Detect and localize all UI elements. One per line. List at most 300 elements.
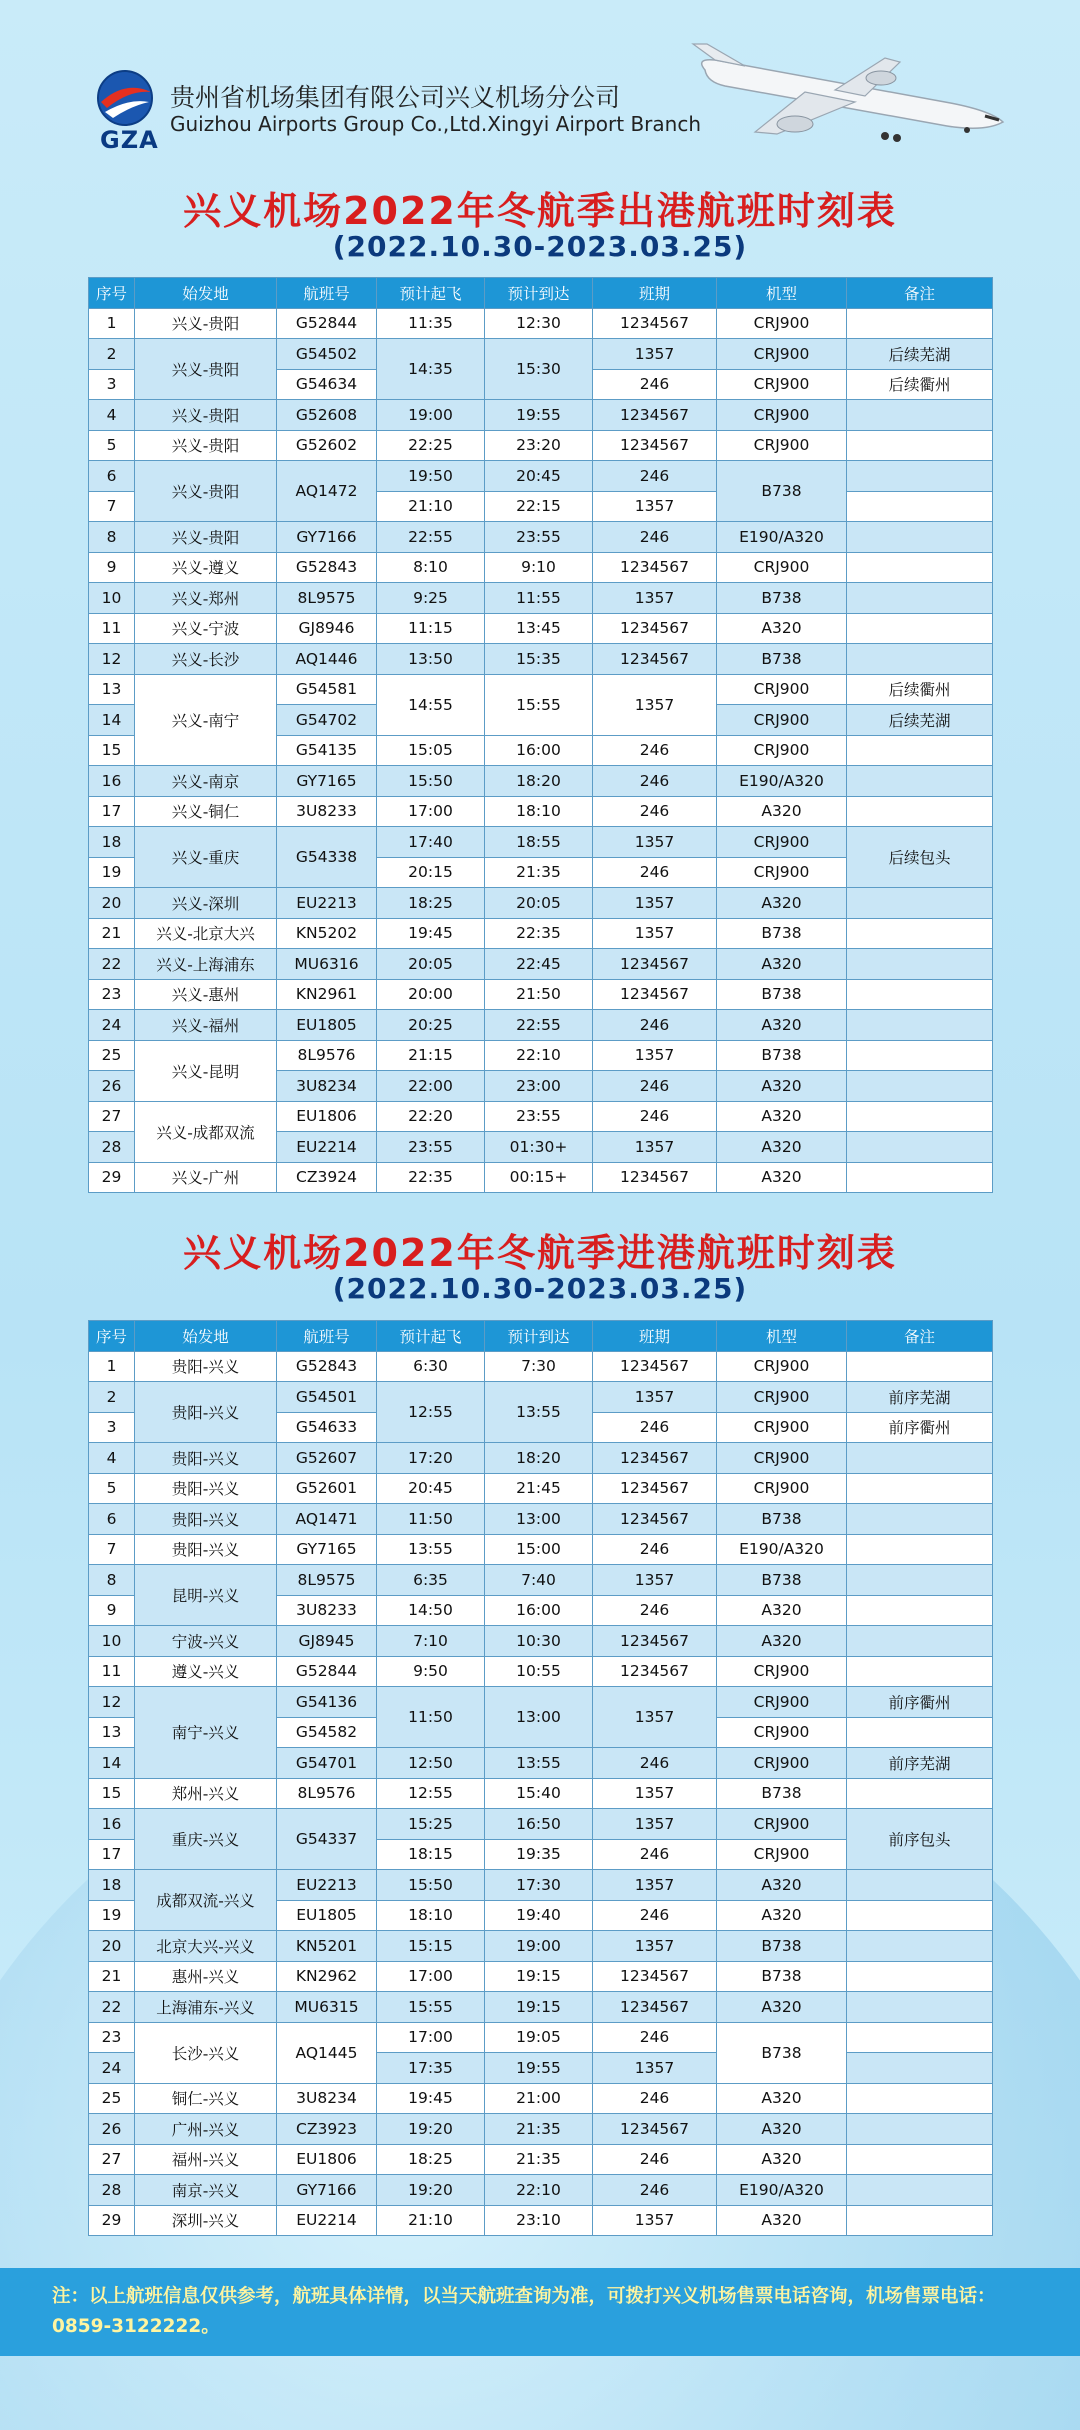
table-row xyxy=(89,1656,993,1687)
cell-schedule-days: 1234567 xyxy=(593,1626,717,1657)
cell-schedule-days: 1357 xyxy=(593,1870,717,1901)
cell-schedule-days: 1357 xyxy=(593,491,717,522)
cell-flight-no: G54135 xyxy=(277,735,377,766)
cell-remark xyxy=(847,430,993,461)
table-row xyxy=(89,2022,993,2053)
cell-schedule-days: 1234567 xyxy=(593,949,717,980)
cell-aircraft-type: B738 xyxy=(717,461,847,522)
cell-aircraft-type: CRJ900 xyxy=(717,1351,847,1382)
table-row xyxy=(89,1931,993,1962)
header-route: 始发地 xyxy=(135,278,277,309)
cell-departure-time: 11:35 xyxy=(377,308,485,339)
cell-seq: 17 xyxy=(89,796,135,827)
cell-departure-time: 19:20 xyxy=(377,2175,485,2206)
cell-remark xyxy=(847,491,993,522)
cell-aircraft-type: CRJ900 xyxy=(717,827,847,858)
cell-arrival-time: 15:30 xyxy=(485,339,593,400)
cell-route: 南宁-兴义 xyxy=(135,1687,277,1779)
cell-schedule-days: 1357 xyxy=(593,888,717,919)
cell-remark xyxy=(847,2053,993,2084)
cell-aircraft-type: A320 xyxy=(717,1162,847,1193)
cell-route: 惠州-兴义 xyxy=(135,1961,277,1992)
cell-departure-time: 11:50 xyxy=(377,1687,485,1748)
cell-flight-no: CZ3924 xyxy=(277,1162,377,1193)
cell-schedule-days: 1357 xyxy=(593,1931,717,1962)
company-header xyxy=(95,68,701,158)
cell-aircraft-type: CRJ900 xyxy=(717,1809,847,1840)
cell-departure-time: 15:25 xyxy=(377,1809,485,1840)
cell-departure-time: 15:05 xyxy=(377,735,485,766)
cell-flight-no: EU1805 xyxy=(277,1900,377,1931)
cell-departure-time: 22:00 xyxy=(377,1071,485,1102)
cell-seq: 13 xyxy=(89,674,135,705)
cell-remark xyxy=(847,1504,993,1535)
cell-seq: 7 xyxy=(89,1534,135,1565)
cell-route: 兴义-上海浦东 xyxy=(135,949,277,980)
cell-flight-no: GJ8945 xyxy=(277,1626,377,1657)
cell-departure-time: 12:55 xyxy=(377,1382,485,1443)
cell-remark xyxy=(847,1900,993,1931)
cell-flight-no: 3U8234 xyxy=(277,1071,377,1102)
cell-schedule-days: 1234567 xyxy=(593,1504,717,1535)
cell-seq: 18 xyxy=(89,827,135,858)
cell-departure-time: 14:35 xyxy=(377,339,485,400)
cell-schedule-days: 1234567 xyxy=(593,1162,717,1193)
cell-remark xyxy=(847,644,993,675)
table-row xyxy=(89,949,993,980)
cell-departure-time: 20:05 xyxy=(377,949,485,980)
cell-seq: 16 xyxy=(89,766,135,797)
cell-route: 兴义-深圳 xyxy=(135,888,277,919)
cell-flight-no: G54701 xyxy=(277,1748,377,1779)
cell-aircraft-type: CRJ900 xyxy=(717,1717,847,1748)
cell-schedule-days: 1357 xyxy=(593,1687,717,1748)
cell-aircraft-type: A320 xyxy=(717,1132,847,1163)
cell-remark xyxy=(847,766,993,797)
cell-schedule-days: 1357 xyxy=(593,583,717,614)
cell-seq: 12 xyxy=(89,1687,135,1718)
cell-flight-no: EU1806 xyxy=(277,1101,377,1132)
cell-route: 兴义-贵阳 xyxy=(135,339,277,400)
cell-departure-time: 11:50 xyxy=(377,1504,485,1535)
table-row xyxy=(89,1351,993,1382)
cell-flight-no: AQ1445 xyxy=(277,2022,377,2083)
cell-route: 南京-兴义 xyxy=(135,2175,277,2206)
cell-arrival-time: 7:40 xyxy=(485,1565,593,1596)
cell-remark xyxy=(847,522,993,553)
cell-flight-no: CZ3923 xyxy=(277,2114,377,2145)
cell-aircraft-type: CRJ900 xyxy=(717,1656,847,1687)
cell-arrival-time: 22:10 xyxy=(485,1040,593,1071)
cell-seq: 14 xyxy=(89,705,135,736)
cell-route: 兴义-长沙 xyxy=(135,644,277,675)
cell-remark xyxy=(847,1931,993,1962)
cell-departure-time: 15:15 xyxy=(377,1931,485,1962)
cell-aircraft-type: A320 xyxy=(717,1900,847,1931)
cell-schedule-days: 1234567 xyxy=(593,308,717,339)
cell-seq: 21 xyxy=(89,1961,135,1992)
cell-departure-time: 23:55 xyxy=(377,1132,485,1163)
table-header-row xyxy=(89,278,993,309)
cell-remark xyxy=(847,613,993,644)
cell-seq: 24 xyxy=(89,2053,135,2084)
cell-arrival-time: 16:00 xyxy=(485,1595,593,1626)
cell-remark xyxy=(847,1870,993,1901)
cell-flight-no: GJ8946 xyxy=(277,613,377,644)
table-row xyxy=(89,2175,993,2206)
cell-flight-no: G52843 xyxy=(277,1351,377,1382)
table-row xyxy=(89,644,993,675)
cell-aircraft-type: CRJ900 xyxy=(717,1473,847,1504)
cell-aircraft-type: E190/A320 xyxy=(717,522,847,553)
cell-schedule-days: 246 xyxy=(593,1412,717,1443)
cell-arrival-time: 01:30+ xyxy=(485,1132,593,1163)
cell-flight-no: MU6316 xyxy=(277,949,377,980)
cell-seq: 10 xyxy=(89,583,135,614)
header-flight-no: 航班号 xyxy=(277,1321,377,1352)
cell-schedule-days: 246 xyxy=(593,2175,717,2206)
cell-arrival-time: 22:10 xyxy=(485,2175,593,2206)
cell-seq: 2 xyxy=(89,339,135,370)
table-row xyxy=(89,339,993,370)
cell-aircraft-type: CRJ900 xyxy=(717,308,847,339)
cell-arrival-time: 19:15 xyxy=(485,1961,593,1992)
cell-schedule-days: 1357 xyxy=(593,1132,717,1163)
cell-aircraft-type: A320 xyxy=(717,2114,847,2145)
table-row xyxy=(89,1162,993,1193)
departures-table xyxy=(88,277,993,1193)
cell-schedule-days: 246 xyxy=(593,461,717,492)
cell-remark xyxy=(847,2144,993,2175)
cell-flight-no: EU2214 xyxy=(277,1132,377,1163)
cell-remark xyxy=(847,1656,993,1687)
cell-departure-time: 21:10 xyxy=(377,491,485,522)
cell-route: 贵阳-兴义 xyxy=(135,1534,277,1565)
cell-flight-no: G54633 xyxy=(277,1412,377,1443)
cell-flight-no: 3U8233 xyxy=(277,1595,377,1626)
cell-schedule-days: 1357 xyxy=(593,1565,717,1596)
cell-departure-time: 12:50 xyxy=(377,1748,485,1779)
cell-remark xyxy=(847,888,993,919)
cell-flight-no: AQ1446 xyxy=(277,644,377,675)
table-row xyxy=(89,1870,993,1901)
cell-flight-no: G54582 xyxy=(277,1717,377,1748)
cell-seq: 7 xyxy=(89,491,135,522)
header-aircraft-type: 机型 xyxy=(717,278,847,309)
cell-seq: 23 xyxy=(89,2022,135,2053)
cell-remark xyxy=(847,1473,993,1504)
cell-seq: 22 xyxy=(89,1992,135,2023)
cell-seq: 1 xyxy=(89,1351,135,1382)
cell-flight-no: G54136 xyxy=(277,1687,377,1718)
cell-departure-time: 15:50 xyxy=(377,1870,485,1901)
gza-logo-icon xyxy=(95,68,155,128)
cell-route: 上海浦东-兴义 xyxy=(135,1992,277,2023)
table-row xyxy=(89,1687,993,1718)
cell-flight-no: EU2213 xyxy=(277,888,377,919)
cell-aircraft-type: B738 xyxy=(717,1931,847,1962)
cell-departure-time: 19:00 xyxy=(377,400,485,431)
cell-schedule-days: 246 xyxy=(593,1595,717,1626)
cell-schedule-days: 246 xyxy=(593,1101,717,1132)
cell-seq: 6 xyxy=(89,461,135,492)
cell-seq: 10 xyxy=(89,1626,135,1657)
cell-route: 长沙-兴义 xyxy=(135,2022,277,2083)
cell-departure-time: 17:20 xyxy=(377,1443,485,1474)
cell-aircraft-type: E190/A320 xyxy=(717,1534,847,1565)
cell-departure-time: 22:55 xyxy=(377,522,485,553)
cell-remark xyxy=(847,552,993,583)
cell-flight-no: KN5202 xyxy=(277,918,377,949)
cell-seq: 5 xyxy=(89,1473,135,1504)
cell-route: 福州-兴义 xyxy=(135,2144,277,2175)
header-departure-time: 预计起飞 xyxy=(377,1321,485,1352)
cell-route: 宁波-兴义 xyxy=(135,1626,277,1657)
cell-aircraft-type: A320 xyxy=(717,2083,847,2114)
cell-flight-no: G54337 xyxy=(277,1809,377,1870)
cell-route: 贵阳-兴义 xyxy=(135,1382,277,1443)
cell-departure-time: 9:25 xyxy=(377,583,485,614)
cell-arrival-time: 18:10 xyxy=(485,796,593,827)
cell-remark xyxy=(847,796,993,827)
cell-route: 重庆-兴义 xyxy=(135,1809,277,1870)
cell-remark xyxy=(847,1626,993,1657)
cell-route: 兴义-遵义 xyxy=(135,552,277,583)
cell-schedule-days: 246 xyxy=(593,1839,717,1870)
cell-route: 兴义-重庆 xyxy=(135,827,277,888)
cell-route: 兴义-昆明 xyxy=(135,1040,277,1101)
cell-arrival-time: 23:20 xyxy=(485,430,593,461)
cell-remark xyxy=(847,1040,993,1071)
cell-route: 贵阳-兴义 xyxy=(135,1504,277,1535)
cell-seq: 17 xyxy=(89,1839,135,1870)
cell-schedule-days: 246 xyxy=(593,369,717,400)
cell-seq: 16 xyxy=(89,1809,135,1840)
cell-seq: 9 xyxy=(89,552,135,583)
cell-arrival-time: 7:30 xyxy=(485,1351,593,1382)
cell-aircraft-type: CRJ900 xyxy=(717,339,847,370)
header-remark: 备注 xyxy=(847,278,993,309)
cell-flight-no: EU2214 xyxy=(277,2205,377,2236)
cell-aircraft-type: B738 xyxy=(717,1504,847,1535)
cell-seq: 1 xyxy=(89,308,135,339)
cell-seq: 6 xyxy=(89,1504,135,1535)
cell-aircraft-type: A320 xyxy=(717,1992,847,2023)
cell-aircraft-type: A320 xyxy=(717,2205,847,2236)
cell-departure-time: 8:10 xyxy=(377,552,485,583)
cell-remark xyxy=(847,1351,993,1382)
cell-seq: 11 xyxy=(89,613,135,644)
cell-flight-no: MU6315 xyxy=(277,1992,377,2023)
cell-departure-time: 20:25 xyxy=(377,1010,485,1041)
cell-aircraft-type: A320 xyxy=(717,949,847,980)
cell-arrival-time: 21:45 xyxy=(485,1473,593,1504)
cell-remark xyxy=(847,2175,993,2206)
cell-schedule-days: 1234567 xyxy=(593,1992,717,2023)
cell-flight-no: G54581 xyxy=(277,674,377,705)
cell-flight-no: EU1805 xyxy=(277,1010,377,1041)
cell-seq: 14 xyxy=(89,1748,135,1779)
cell-arrival-time: 19:35 xyxy=(485,1839,593,1870)
cell-schedule-days: 246 xyxy=(593,1534,717,1565)
cell-seq: 20 xyxy=(89,1931,135,1962)
cell-remark xyxy=(847,1162,993,1193)
cell-aircraft-type: A320 xyxy=(717,796,847,827)
cell-remark xyxy=(847,1778,993,1809)
cell-remark xyxy=(847,918,993,949)
table-row xyxy=(89,461,993,492)
cell-schedule-days: 1234567 xyxy=(593,1473,717,1504)
cell-arrival-time: 9:10 xyxy=(485,552,593,583)
cell-departure-time: 7:10 xyxy=(377,1626,485,1657)
cell-route: 兴义-贵阳 xyxy=(135,461,277,522)
cell-schedule-days: 1357 xyxy=(593,2053,717,2084)
cell-schedule-days: 1234567 xyxy=(593,1961,717,1992)
cell-arrival-time: 13:45 xyxy=(485,613,593,644)
cell-remark xyxy=(847,1101,993,1132)
cell-arrival-time: 20:45 xyxy=(485,461,593,492)
cell-departure-time: 19:45 xyxy=(377,918,485,949)
cell-arrival-time: 00:15+ xyxy=(485,1162,593,1193)
cell-aircraft-type: B738 xyxy=(717,1040,847,1071)
table-row xyxy=(89,2205,993,2236)
table-header-row xyxy=(89,1321,993,1352)
cell-schedule-days: 1234567 xyxy=(593,1656,717,1687)
cell-seq: 25 xyxy=(89,1040,135,1071)
cell-schedule-days: 1357 xyxy=(593,918,717,949)
cell-arrival-time: 21:35 xyxy=(485,857,593,888)
table-row xyxy=(89,766,993,797)
cell-remark xyxy=(847,1010,993,1041)
notice-banner xyxy=(0,2268,1080,2356)
cell-route: 遵义-兴义 xyxy=(135,1656,277,1687)
cell-remark: 后续衢州 xyxy=(847,674,993,705)
cell-arrival-time: 15:00 xyxy=(485,1534,593,1565)
cell-aircraft-type: A320 xyxy=(717,1101,847,1132)
cell-aircraft-type: B738 xyxy=(717,2022,847,2083)
cell-remark: 前序芜湖 xyxy=(847,1748,993,1779)
cell-departure-time: 21:15 xyxy=(377,1040,485,1071)
cell-arrival-time: 10:55 xyxy=(485,1656,593,1687)
cell-seq: 3 xyxy=(89,1412,135,1443)
cell-flight-no: AQ1471 xyxy=(277,1504,377,1535)
cell-schedule-days: 1357 xyxy=(593,1040,717,1071)
table-row xyxy=(89,1534,993,1565)
table-row xyxy=(89,1565,993,1596)
cell-seq: 3 xyxy=(89,369,135,400)
cell-route: 昆明-兴义 xyxy=(135,1565,277,1626)
cell-aircraft-type: CRJ900 xyxy=(717,1687,847,1718)
cell-departure-time: 11:15 xyxy=(377,613,485,644)
cell-route: 贵阳-兴义 xyxy=(135,1351,277,1382)
cell-arrival-time: 13:55 xyxy=(485,1382,593,1443)
header-route: 始发地 xyxy=(135,1321,277,1352)
cell-remark xyxy=(847,1534,993,1565)
cell-schedule-days: 1234567 xyxy=(593,979,717,1010)
cell-aircraft-type: E190/A320 xyxy=(717,766,847,797)
cell-arrival-time: 20:05 xyxy=(485,888,593,919)
cell-remark xyxy=(847,1071,993,1102)
table-row xyxy=(89,1809,993,1840)
cell-schedule-days: 246 xyxy=(593,1071,717,1102)
table-row xyxy=(89,522,993,553)
cell-remark: 前序衢州 xyxy=(847,1687,993,1718)
logo-text: GZA xyxy=(100,126,159,154)
cell-flight-no: KN2961 xyxy=(277,979,377,1010)
cell-seq: 11 xyxy=(89,1656,135,1687)
cell-aircraft-type: CRJ900 xyxy=(717,1412,847,1443)
cell-remark: 前序芜湖 xyxy=(847,1382,993,1413)
arrivals-table xyxy=(88,1320,993,2236)
cell-route: 贵阳-兴义 xyxy=(135,1473,277,1504)
cell-seq: 27 xyxy=(89,1101,135,1132)
cell-arrival-time: 21:00 xyxy=(485,2083,593,2114)
cell-schedule-days: 1234567 xyxy=(593,644,717,675)
departures-title: 兴义机场2022年冬航季出港航班时刻表 xyxy=(183,189,897,233)
cell-aircraft-type: CRJ900 xyxy=(717,1748,847,1779)
cell-departure-time: 19:20 xyxy=(377,2114,485,2145)
cell-aircraft-type: A320 xyxy=(717,2144,847,2175)
table-row xyxy=(89,2144,993,2175)
table-row xyxy=(89,1992,993,2023)
cell-schedule-days: 1357 xyxy=(593,827,717,858)
cell-aircraft-type: A320 xyxy=(717,1595,847,1626)
cell-seq: 26 xyxy=(89,1071,135,1102)
table-row xyxy=(89,2083,993,2114)
cell-flight-no: 8L9576 xyxy=(277,1778,377,1809)
cell-aircraft-type: E190/A320 xyxy=(717,2175,847,2206)
cell-departure-time: 17:00 xyxy=(377,2022,485,2053)
cell-seq: 4 xyxy=(89,1443,135,1474)
cell-aircraft-type: CRJ900 xyxy=(717,1382,847,1413)
cell-aircraft-type: CRJ900 xyxy=(717,1443,847,1474)
cell-aircraft-type: B738 xyxy=(717,918,847,949)
cell-departure-time: 9:50 xyxy=(377,1656,485,1687)
cell-seq: 23 xyxy=(89,979,135,1010)
cell-seq: 28 xyxy=(89,2175,135,2206)
cell-flight-no: KN5201 xyxy=(277,1931,377,1962)
cell-flight-no: G52607 xyxy=(277,1443,377,1474)
cell-flight-no: 3U8233 xyxy=(277,796,377,827)
cell-schedule-days: 246 xyxy=(593,796,717,827)
table-row xyxy=(89,888,993,919)
cell-flight-no: G52602 xyxy=(277,430,377,461)
cell-seq: 29 xyxy=(89,1162,135,1193)
cell-remark xyxy=(847,1595,993,1626)
cell-aircraft-type: B738 xyxy=(717,1778,847,1809)
cell-route: 兴义-福州 xyxy=(135,1010,277,1041)
cell-schedule-days: 246 xyxy=(593,2144,717,2175)
cell-seq: 22 xyxy=(89,949,135,980)
cell-seq: 27 xyxy=(89,2144,135,2175)
table-row xyxy=(89,1961,993,1992)
cell-departure-time: 13:50 xyxy=(377,644,485,675)
cell-arrival-time: 18:20 xyxy=(485,766,593,797)
cell-route: 深圳-兴义 xyxy=(135,2205,277,2236)
table-row xyxy=(89,1010,993,1041)
table-row xyxy=(89,1473,993,1504)
cell-departure-time: 15:50 xyxy=(377,766,485,797)
cell-arrival-time: 22:35 xyxy=(485,918,593,949)
cell-aircraft-type: B738 xyxy=(717,644,847,675)
cell-flight-no: EU2213 xyxy=(277,1870,377,1901)
cell-flight-no: G54338 xyxy=(277,827,377,888)
cell-flight-no: G52844 xyxy=(277,1656,377,1687)
table-row xyxy=(89,2114,993,2145)
cell-arrival-time: 13:55 xyxy=(485,1748,593,1779)
cell-departure-time: 22:25 xyxy=(377,430,485,461)
cell-arrival-time: 22:15 xyxy=(485,491,593,522)
